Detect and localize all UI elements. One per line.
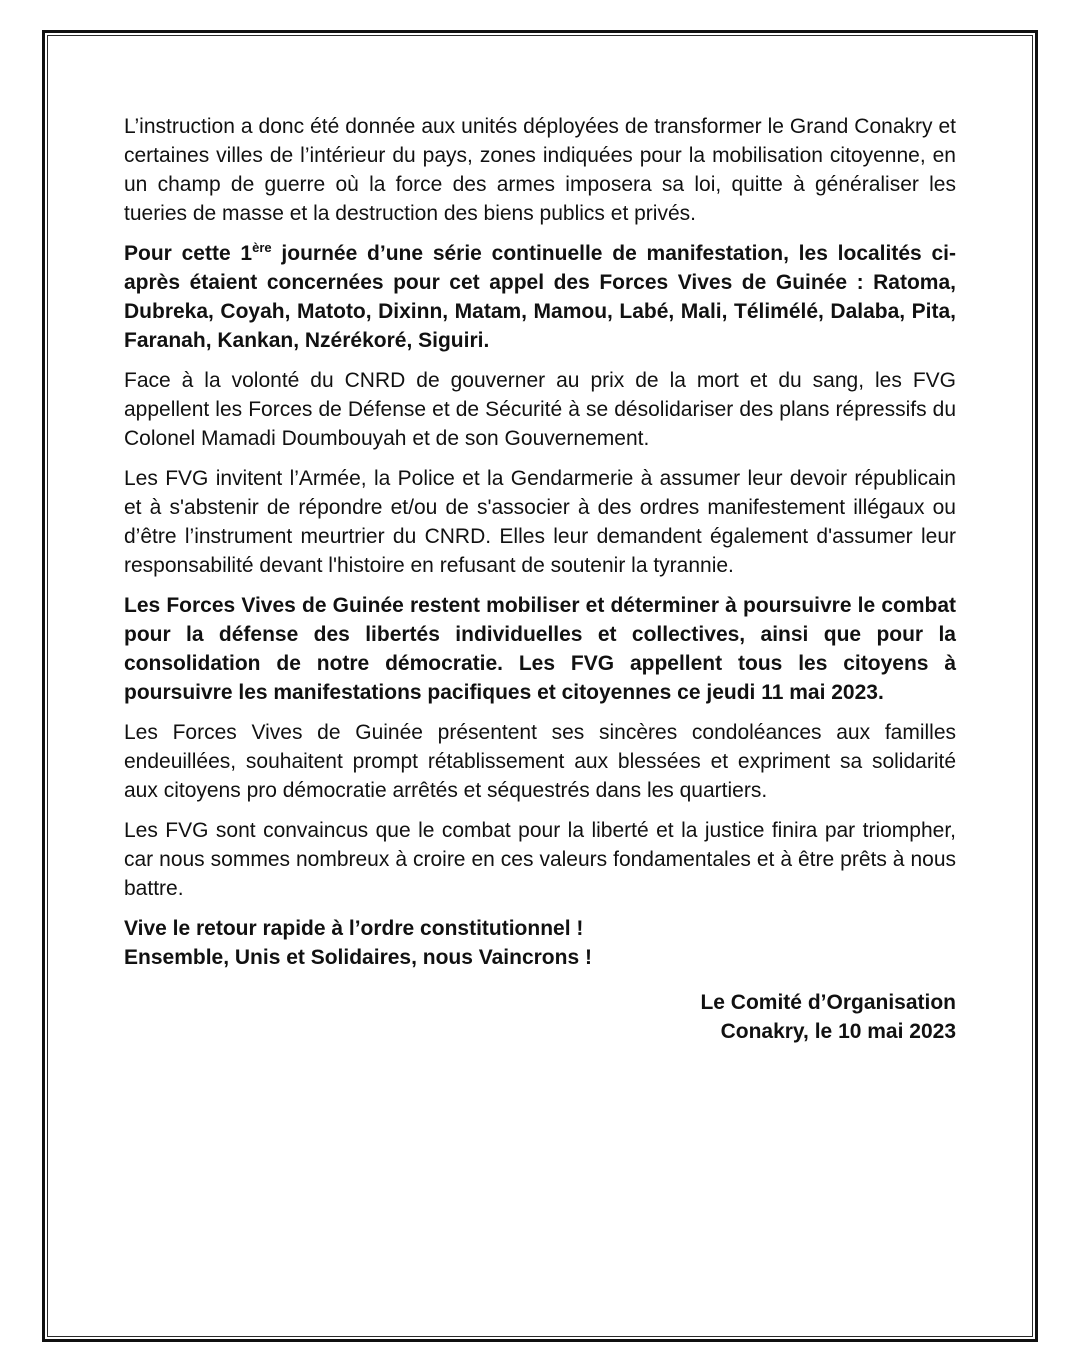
paragraph-cnrd-appeal: Face à la volonté du CNRD de gouverner au prix de la mort et du sang, les FVG appellent les Forces de Défense et de Sécurité à se désolidariser des plans répressifs du Colonel Mamadi Doumbouyah et de son Gouvernement. <box>124 369 956 450</box>
signature-committee: Le Comité d’Organisation <box>700 991 956 1014</box>
paragraph-conviction-combat: Les FVG sont convaincus que le combat pour la liberté et la justice finira par triompher, car nous sommes nombreux à croire en ces valeurs fondamentales et à être prêts à nous battre. <box>124 819 956 900</box>
closing-slogans <box>124 914 956 972</box>
closing-slogan-line-2: Ensemble, Unis et Solidaires, nous Vaincrons ! <box>124 946 592 969</box>
paragraph-forces-defense-securite: Les FVG invitent l’Armée, la Police et la Gendarmerie à assumer leur devoir républicain et à s'abstenir de répondre et/ou de s'associer à des ordres manifestement illégaux ou d’être l’instrument meurtrier du CNRD. Elles leur demandent également d'assumer leur responsabilité devant l'histoire en refusant de soutenir la tyrannie. <box>124 467 956 577</box>
paragraph-intro-instruction: L’instruction a donc été donnée aux unités déployées de transformer le Grand Conakry et certaines villes de l’intérieur du pays, zones indiquées pour la mobilisation citoyenne, en un champ de guerre où la force des armes imposera sa loi, quitte à généraliser les tueries de masse et la destruction des biens publics et privés. <box>124 115 956 225</box>
page-border-frame <box>42 30 1038 1342</box>
paragraph-mobilisation-11-mai: Les Forces Vives de Guinée restent mobiliser et déterminer à poursuivre le combat pour la défense des libertés individuelles et collectives, ainsi que pour la consolidation de notre démocratie. Les FVG appellent tous les citoyens à poursuivre les manifestations pacifiques et citoyennes ce jeudi 11 mai 2023. <box>124 594 956 704</box>
closing-slogan-line-1: Vive le retour rapide à l’ordre constitutionnel ! <box>124 917 584 940</box>
paragraph-condoleances: Les Forces Vives de Guinée présentent ses sincères condoléances aux familles endeuillées, souhaitent prompt rétablissement aux blessées et expriment sa solidarité aux citoyens pro démocratie arrêtés et séquestrés dans les quartiers. <box>124 721 956 802</box>
paragraph-localities-rest: journée d’une série continuelle de manifestation, les localités ci-après étaient concernées pour cet appel des Forces Vives de Guinée : Ratoma, Dubreka, Coyah, Matoto, Dixinn, Matam, Mamou, Labé, Mali, Télimélé, Dalaba, Pita, Faranah, Kankan, Nzérékoré, Siguiri. <box>124 242 956 352</box>
paragraph-localities <box>124 239 956 355</box>
paragraph-localities-lead: Pour cette 1 <box>124 242 253 265</box>
signature-place-date: Conakry, le 10 mai 2023 <box>720 1020 956 1043</box>
page-border-inner-line <box>47 35 1033 1337</box>
signature-block <box>124 988 956 1046</box>
document-body <box>48 36 1032 1046</box>
ordinal-superscript: ère <box>252 240 272 255</box>
